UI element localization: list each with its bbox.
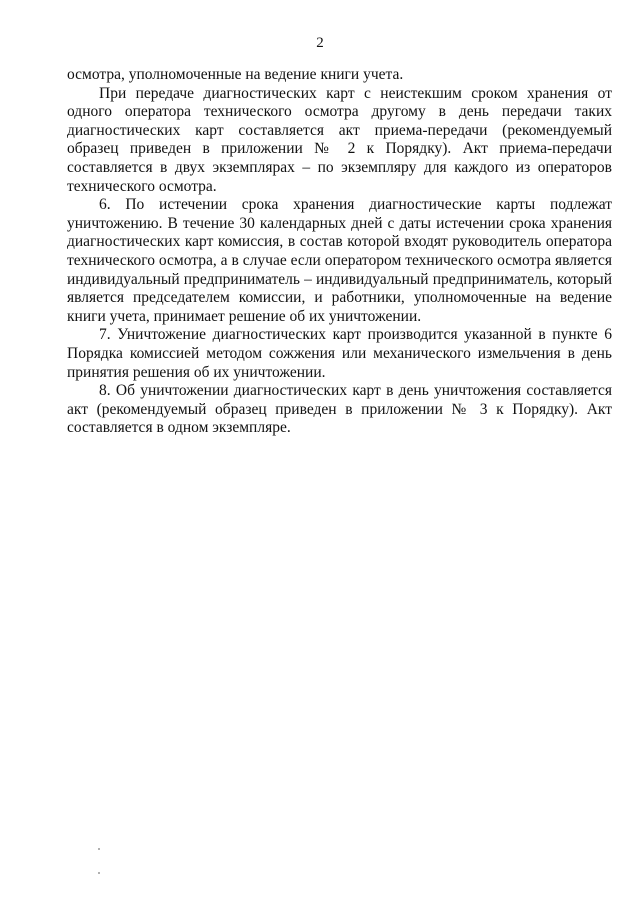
paragraph-continuation: осмотра, уполномоченные на ведение книги учета. [67,66,404,83]
document-body [67,66,612,438]
paragraph-item-6: 6. По истечении срока хранения диагностические карты подлежат уничтожению. В течение 30 календарных дней с даты истечении срока хранения диагностических карт комиссия, в состав которой входят руководитель оператора технического осмотра, а в случае если оператором технического осмотра является индивидуальный предприниматель – индивидуальный предприниматель, который является председателем комиссии, и работники, уполномоченные на ведение книги учета, принимает решение об их уничтожении. [67,196,612,325]
page-number: 2 [316,35,324,51]
scan-artifact [98,872,100,874]
paragraph-item-8: 8. Об уничтожении диагностических карт в день уничтожения составляется акт (рекомендуемый образец приведен в приложении № 3 к Порядку). Акт составляется в одном экземпляре. [67,382,612,437]
scan-artifact [98,848,100,850]
paragraph-item-7: 7. Уничтожение диагностических карт производится указанной в пункте 6 Порядка комиссией методом сожжения или механического измельчения в день принятия решения об их уничтожении. [67,326,612,381]
paragraph-transfer: При передаче диагностических карт с неистекшим сроком хранения от одного оператора технического осмотра другому в день передачи таких диагностических карт составляется акт приема-передачи (рекомендуемый образец приведен в приложении № 2 к Порядку). Акт приема-передачи составляется в двух экземплярах – по экземпляру для каждого из операторов технического осмотра. [67,84,612,195]
